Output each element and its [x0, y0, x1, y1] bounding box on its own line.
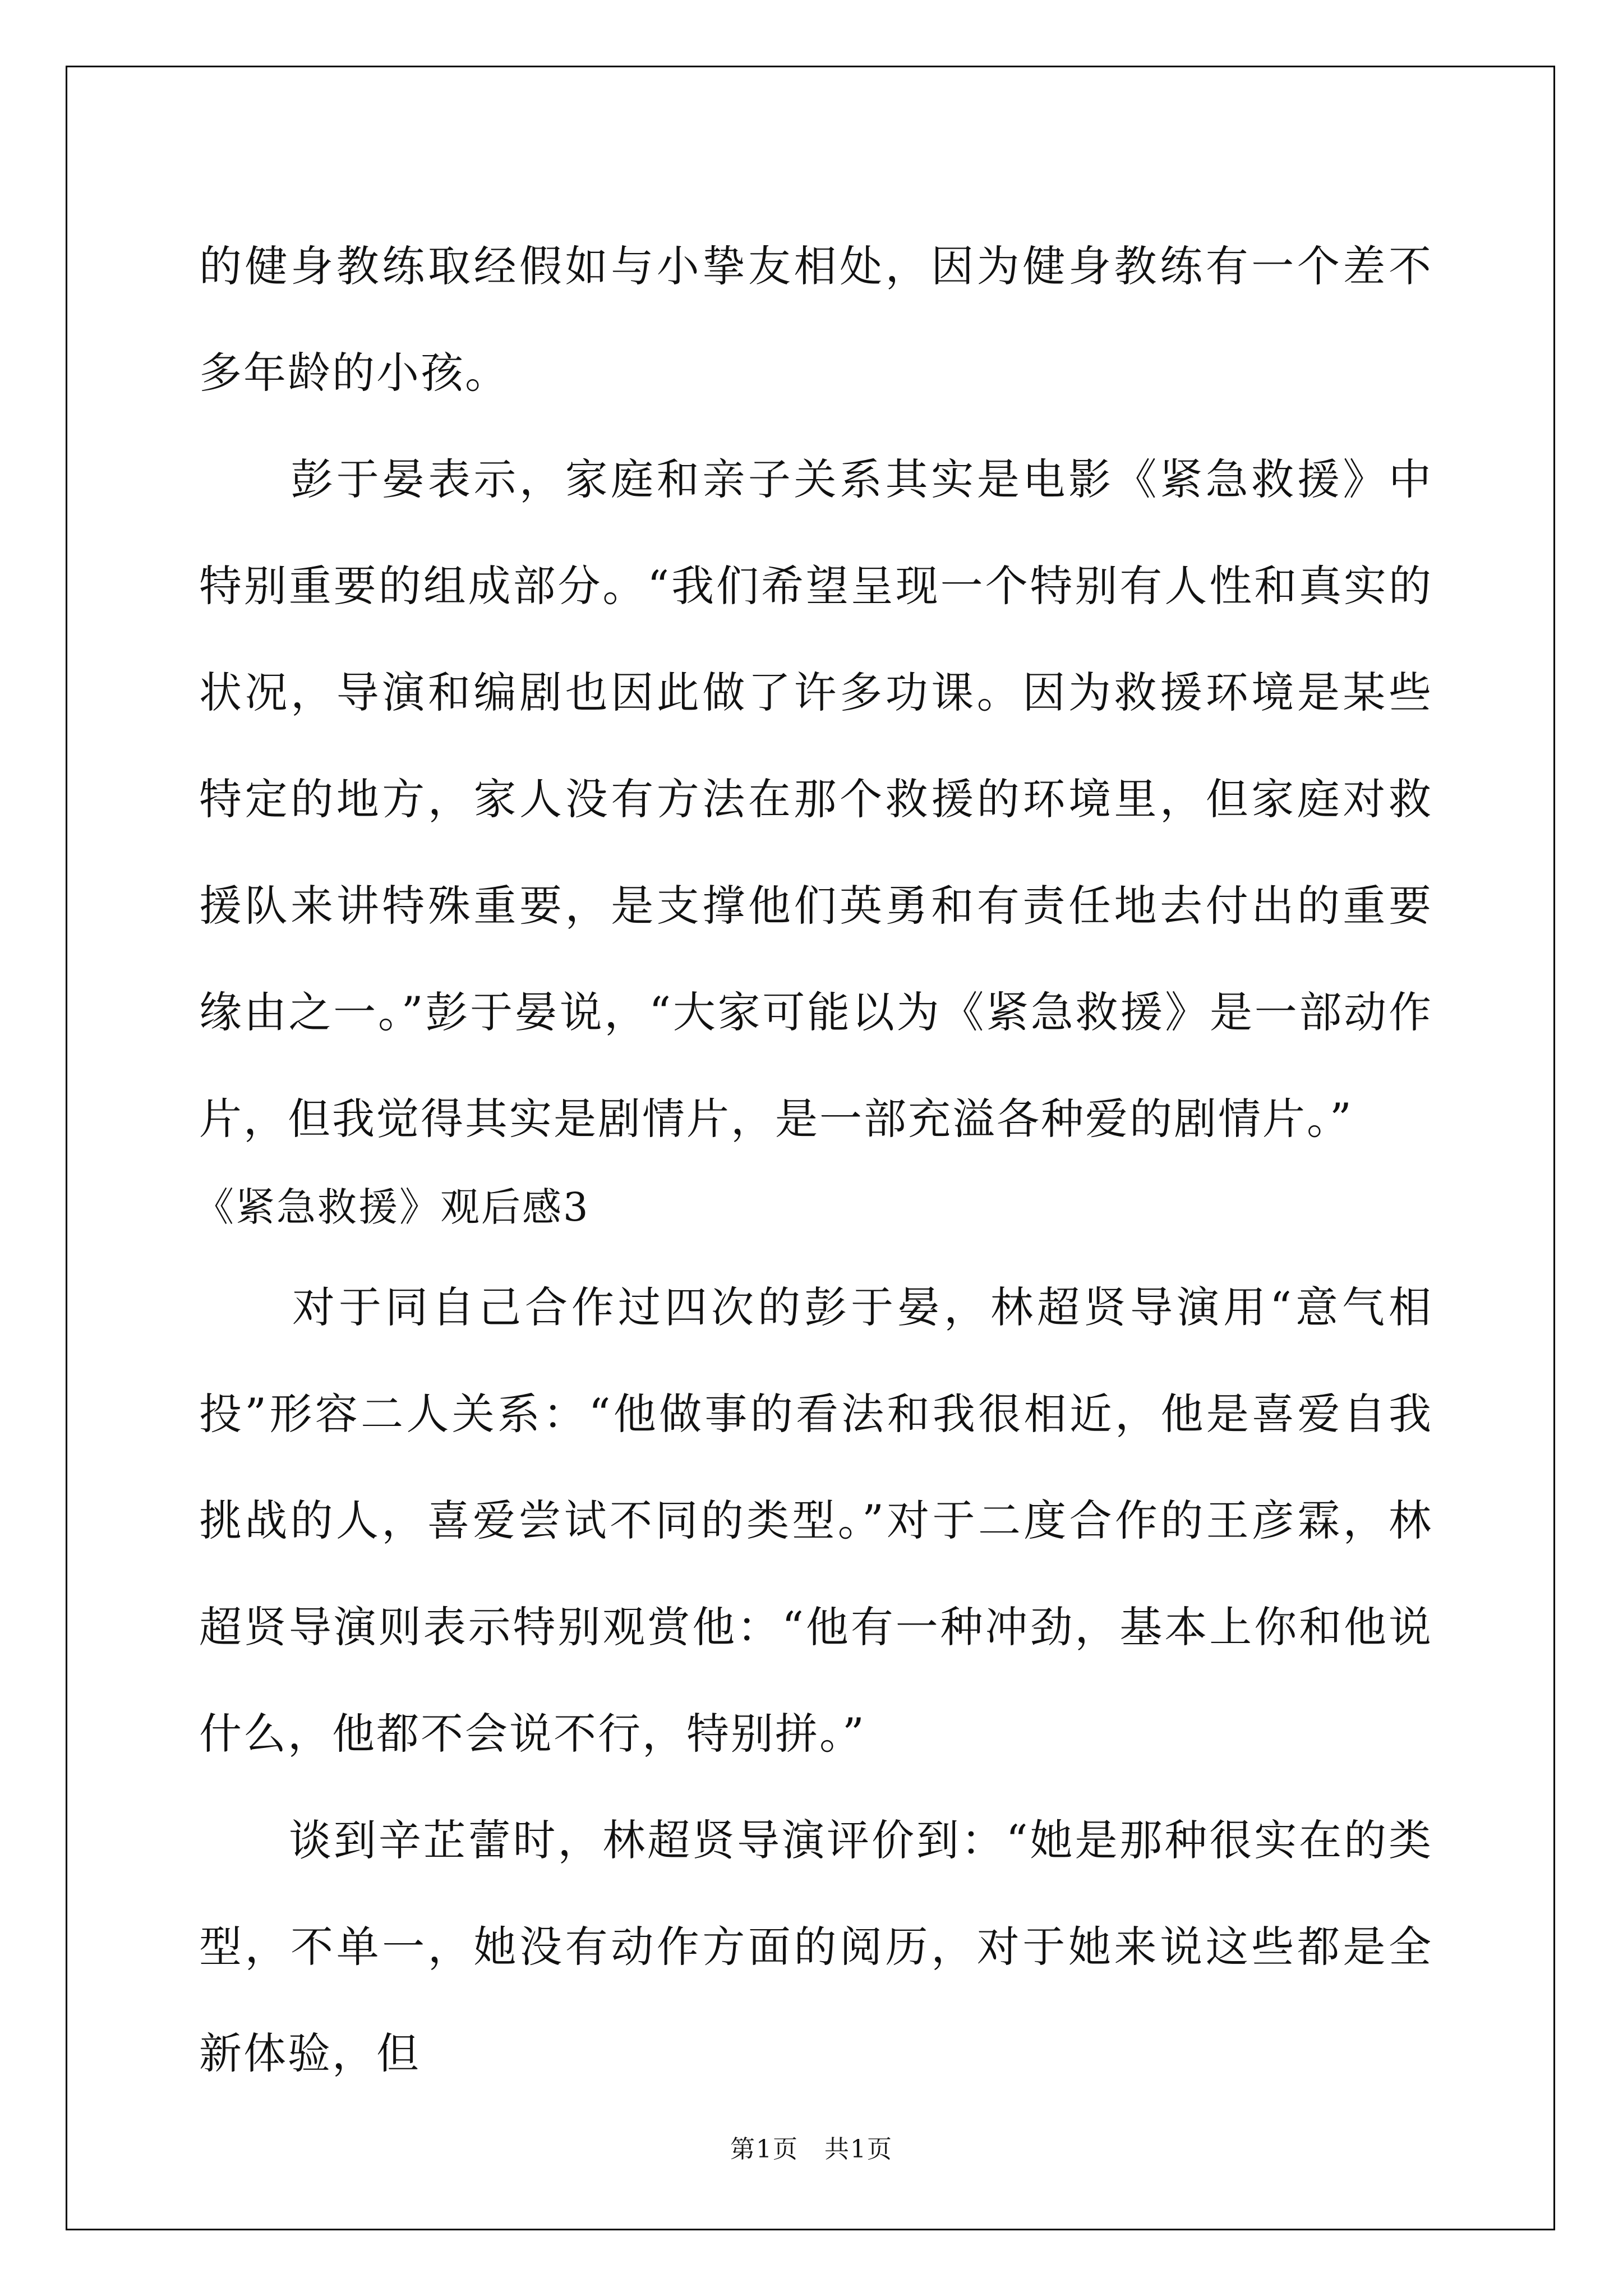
paragraph-4: 谈到辛芷蕾时，林超贤导演评价到：“她是那种很实在的类型，不单一，她没有动作方面的阅历，对于她来说这些都是全新体验，但 — [199, 1815, 1433, 2078]
paragraph-3: 对于同自己合作过四次的彭于晏，林超贤导演用“意气相投”形容二人关系：“他做事的看法和我很相近，他是喜爱自我挑战的人，喜爱尝试不同的类型。”对于二度合作的王彦霖，林超贤导演则表示特别观赏他：“他有一种冲劲，基本上你和他说什么，他都不会说不行，特别拼。” — [199, 1282, 1433, 1759]
paragraph-1: 的健身教练取经假如与小挚友相处，因为健身教练有一个差不多年龄的小孩。 — [199, 241, 1433, 398]
page-number-footer: 第1页 共1页 — [730, 2135, 893, 2164]
document-body — [195, 213, 1433, 2107]
section-title: 《紧急救援》观后感3 — [195, 1184, 590, 1230]
paragraph-2: 彭于晏表示，家庭和亲子关系其实是电影《紧急救援》中特别重要的组成部分。“我们希望呈现一个特别有人性和真实的状况，导演和编剧也因此做了许多功课。因为救援环境是某些特定的地方，家人没有方法在那个救援的环境里，但家庭对救援队来讲特殊重要，是支撑他们英勇和有责任地去付出的重要缘由之一。”彭于晏说，“大家可能以为《紧急救援》是一部动作片，但我觉得其实是剧情片，是一部充溢各种爱的剧情片。” — [199, 454, 1433, 1144]
